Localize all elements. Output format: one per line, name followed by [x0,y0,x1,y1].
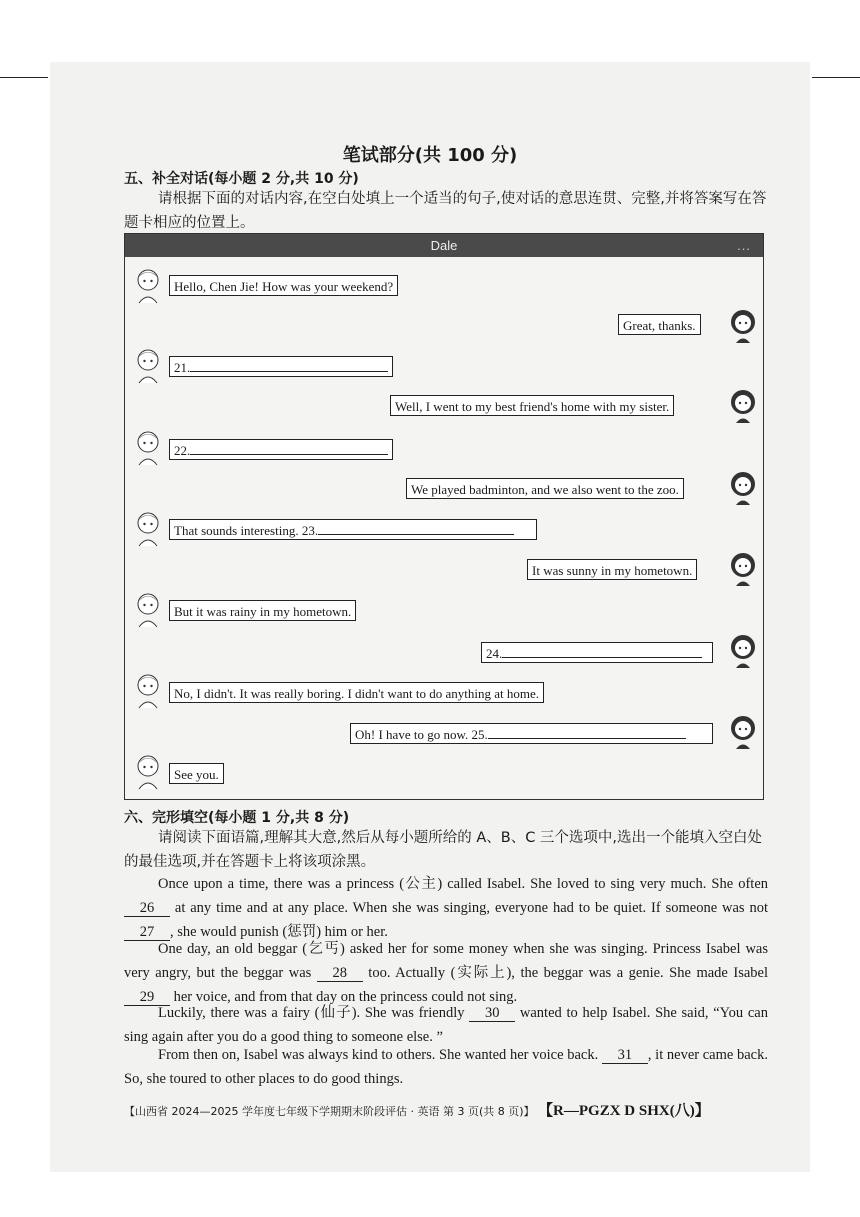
cloze-blank-28[interactable]: 28 [317,965,363,982]
part6-instruction: 请阅读下面语篇,理解其大意,然后从每小题所给的 A、B、C 三个选项中,选出一个能填入空白处的最佳选项,并在答题卡上将该项涂黑。 [124,830,763,870]
part5-instruction: 请根据下面的对话内容,在空白处填上一个适当的句子,使对话的意思连贯、完整,并将答案写在答题卡相应的位置上。 [124,191,767,231]
cut-line-left [0,77,48,78]
chat-message: We played badminton, and we also went to the zoo. [406,478,684,499]
boy-avatar-icon [133,267,163,305]
passage-paragraph-4: From then on, Isabel was always kind to others. She wanted her voice back. 31 , it never came back. So, she toured to other places to do good things. [124,1047,768,1087]
boy-avatar-icon [133,510,163,548]
chat-message: See you. [169,763,224,784]
boy-avatar-icon [133,753,163,791]
girl-avatar-icon [728,632,758,670]
chat-message: Hello, Chen Jie! How was your weekend? [169,275,398,296]
chat-message: Well, I went to my best friend's home with my sister. [390,395,674,416]
paper-code: 【R—PGZX D SHX(八)】 [538,1103,710,1119]
part6-heading: 六、完形填空(每小题 1 分,共 8 分) [124,810,350,826]
chat-message: No, I didn't. It was really boring. I didn't want to do anything at home. [169,682,544,703]
answer-blank-25[interactable]: Oh! I have to go now. 25. [350,723,713,744]
cloze-blank-30[interactable]: 30 [469,1005,515,1022]
chat-window [124,233,764,800]
answer-blank-21[interactable]: 21. [169,356,393,377]
passage-paragraph-3: Luckily, there was a fairy (仙子). She was friendly 30 wanted to help Isabel. She said, “You can sing again after you do a good thing to someone else. ” [124,1005,768,1045]
girl-avatar-icon [728,307,758,345]
cloze-blank-26[interactable]: 26 [124,900,170,917]
boy-avatar-icon [133,347,163,385]
page-footer [124,1099,784,1120]
answer-blank-24[interactable]: 24. [481,642,713,663]
footer-text: 【山西省 2024—2025 学年度七年级下学期期末阶段评估 · 英语 第 3 页(共 8 页)】 [124,1105,535,1118]
cloze-blank-31[interactable]: 31 [602,1047,648,1064]
boy-avatar-icon [133,672,163,710]
chat-message: It was sunny in my hometown. [527,559,697,580]
cut-line-right [812,77,860,78]
cloze-blank-29[interactable]: 29 [124,989,170,1006]
section-title: 笔试部分(共 100 分) [342,145,518,166]
girl-avatar-icon [728,387,758,425]
answer-blank-23[interactable]: That sounds interesting. 23. [169,519,537,540]
girl-avatar-icon [728,713,758,751]
cloze-blank-27[interactable]: 27 [124,924,170,941]
girl-avatar-icon [728,469,758,507]
girl-avatar-icon [728,550,758,588]
passage-paragraph-1: Once upon a time, there was a princess (公主) called Isabel. She loved to sing very much. She often 26 at any time and at any place. When she was singing, everyone had to be quiet. If someone was not 27 , she would punish (惩罚) him or her. [124,872,768,944]
passage-paragraph-2: One day, an old beggar (乞丐) asked her for some money when she was singing. Princess Isabel was very angry, but the beggar was 28 too. Actually (实际上), the beggar was a genie. She made Isabel 29 her voice, and from that day on the princess could not sing. [124,941,768,1005]
answer-blank-22[interactable]: 22. [169,439,393,460]
more-icon: ... [737,238,751,253]
boy-avatar-icon [133,429,163,467]
chat-message: Great, thanks. [618,314,701,335]
chat-message: But it was rainy in my hometown. [169,600,356,621]
boy-avatar-icon [133,591,163,629]
part5-heading: 五、补全对话(每小题 2 分,共 10 分) [124,171,359,187]
chat-header [125,234,763,257]
chat-title: Dale [430,238,458,253]
